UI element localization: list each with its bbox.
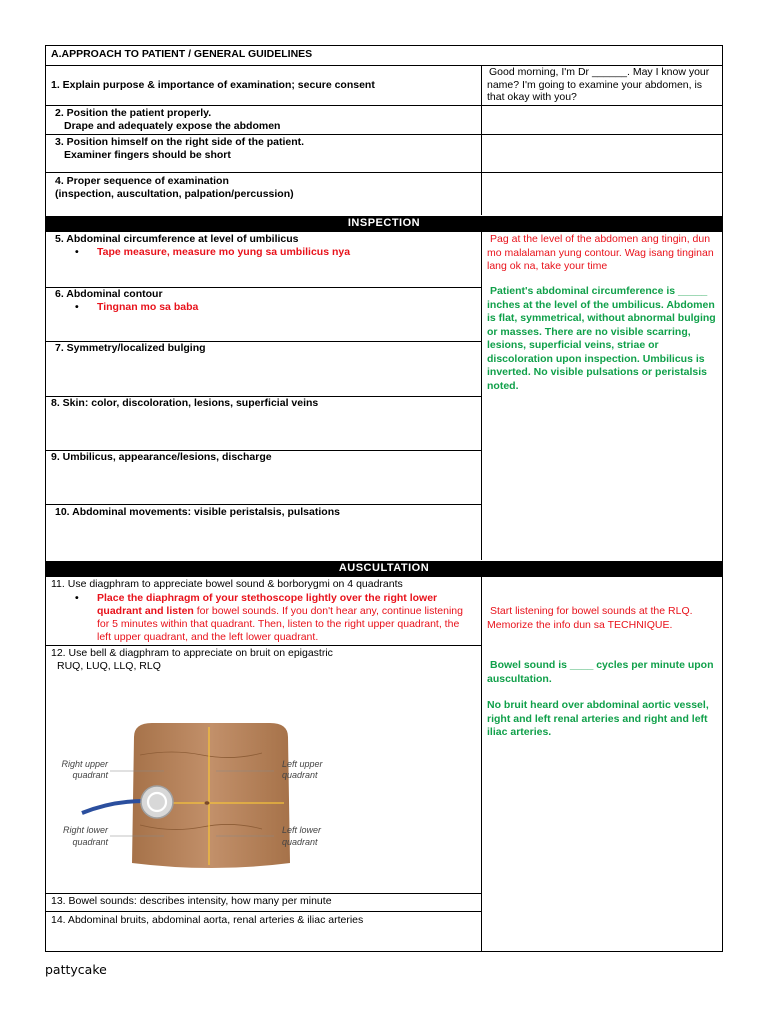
item-9: 9. Umbilicus, appearance/lesions, discharge [51,451,272,463]
item-2-line-2: Drape and adequately expose the abdomen [64,120,281,132]
item-11-tip-rest: for bowel sounds. If you don't hear any, continue listening for 5 minutes within that quadrant. Then, listen to the right upper quadrant, the left upper quadrant, and the left lower quadrant. [97,605,463,643]
divider [45,172,723,173]
item-6: 6. Abdominal contour [55,288,163,300]
item-2-line-1: 2. Position the patient properly. [55,107,212,119]
inspection-header: INSPECTION [46,216,722,232]
item-12-line-1: 12. Use bell & diagphram to appreciate on bruit on epigastric [51,647,333,659]
item-14: 14. Abdominal bruits, abdominal aorta, renal arteries & iliac arteries [51,914,364,926]
ruq-label: Right upper [61,759,108,769]
luq-label: Left upper [282,759,323,769]
item-3-line-1: 3. Position himself on the right side of the patient. [55,136,305,148]
auscultation-header: AUSCULTATION [46,561,722,577]
divider [45,504,482,505]
ruq-label-2: quadrant [72,770,108,780]
inspection-findings-note: Patient's abdominal circumference is _____ inches at the level of the umbilicus. Abdomen is flat, symmetrical, without abnormal bulging or masses. There are no visible scarring, lesions, superficial veins, striae or discoloration upon inspection. Umbilicus is inverted. No visible pulsations or peristalsis noted. [487,285,716,392]
bowel-sound-note: Bowel sound is ____ cycles per minute upon auscultation. [487,659,714,685]
bruit-note: No bruit heard over abdominal aortic vessel, right and left renal arteries and right and left iliac arteries. [487,699,709,738]
rlq-label: Right lower [62,825,108,835]
stethoscope-diaphragm-icon [141,786,173,818]
item-5-tip: • Tape measure, measure mo yung sa umbilicus nya [97,246,472,259]
item-11: 11. Use diagphram to appreciate bowel sound & borborygmi on 4 quadrants [51,578,403,590]
item-11-tip [97,592,472,644]
luq-label-2: quadrant [282,770,318,780]
rlq-label-2: quadrant [72,837,108,847]
abdomen-quadrant-diagram [52,715,352,875]
item-8: 8. Skin: color, discoloration, lesions, superficial veins [51,397,319,409]
divider [45,893,482,894]
item-11-tip-emphasis: Place the diaphragm of your stethoscope lightly over the right lower quadrant and listen [97,592,438,617]
item-1: 1. Explain purpose & importance of examination; secure consent [51,79,375,91]
item-4-line-1: 4. Proper sequence of examination [55,175,229,187]
footer-author: pattycake [45,962,107,977]
divider [45,134,723,135]
item-3-line-2: Examiner fingers should be short [64,149,231,161]
item-12-line-2: RUQ, LUQ, LLQ, RLQ [57,660,161,672]
column-divider [481,65,482,215]
llq-label-2: quadrant [282,837,318,847]
umbilicus [205,801,210,805]
section-title: A.APPROACH TO PATIENT / GENERAL GUIDELINES [51,48,313,60]
divider [45,645,482,646]
item-4-line-2: (inspection, auscultation, palpation/percussion) [55,188,294,200]
inspection-tip-note: Pag at the level of the abdomen ang tingin, dun mo malalaman yung contour. Wag isang tinginan lang ok na, take your time [487,233,714,272]
item-13: 13. Bowel sounds: describes intensity, how many per minute [51,895,332,907]
column-divider [481,231,482,560]
item-10: 10. Abdominal movements: visible peristalsis, pulsations [55,506,340,518]
item-6-tip: • Tingnan mo sa baba [97,301,472,314]
column-divider [481,576,482,952]
item-7: 7. Symmetry/localized bulging [55,342,206,354]
llq-label: Left lower [282,825,322,835]
auscultation-tip-note: Start listening for bowel sounds at the RLQ. Memorize the info dun sa TECHNIQUE. [487,605,693,631]
greeting-note: Good morning, I'm Dr ______. May I know your name? I'm going to examine your abdomen, is that okay with you? [487,66,710,103]
divider [45,911,482,912]
divider [45,105,723,106]
item-5: 5. Abdominal circumference at level of umbilicus [55,233,299,245]
